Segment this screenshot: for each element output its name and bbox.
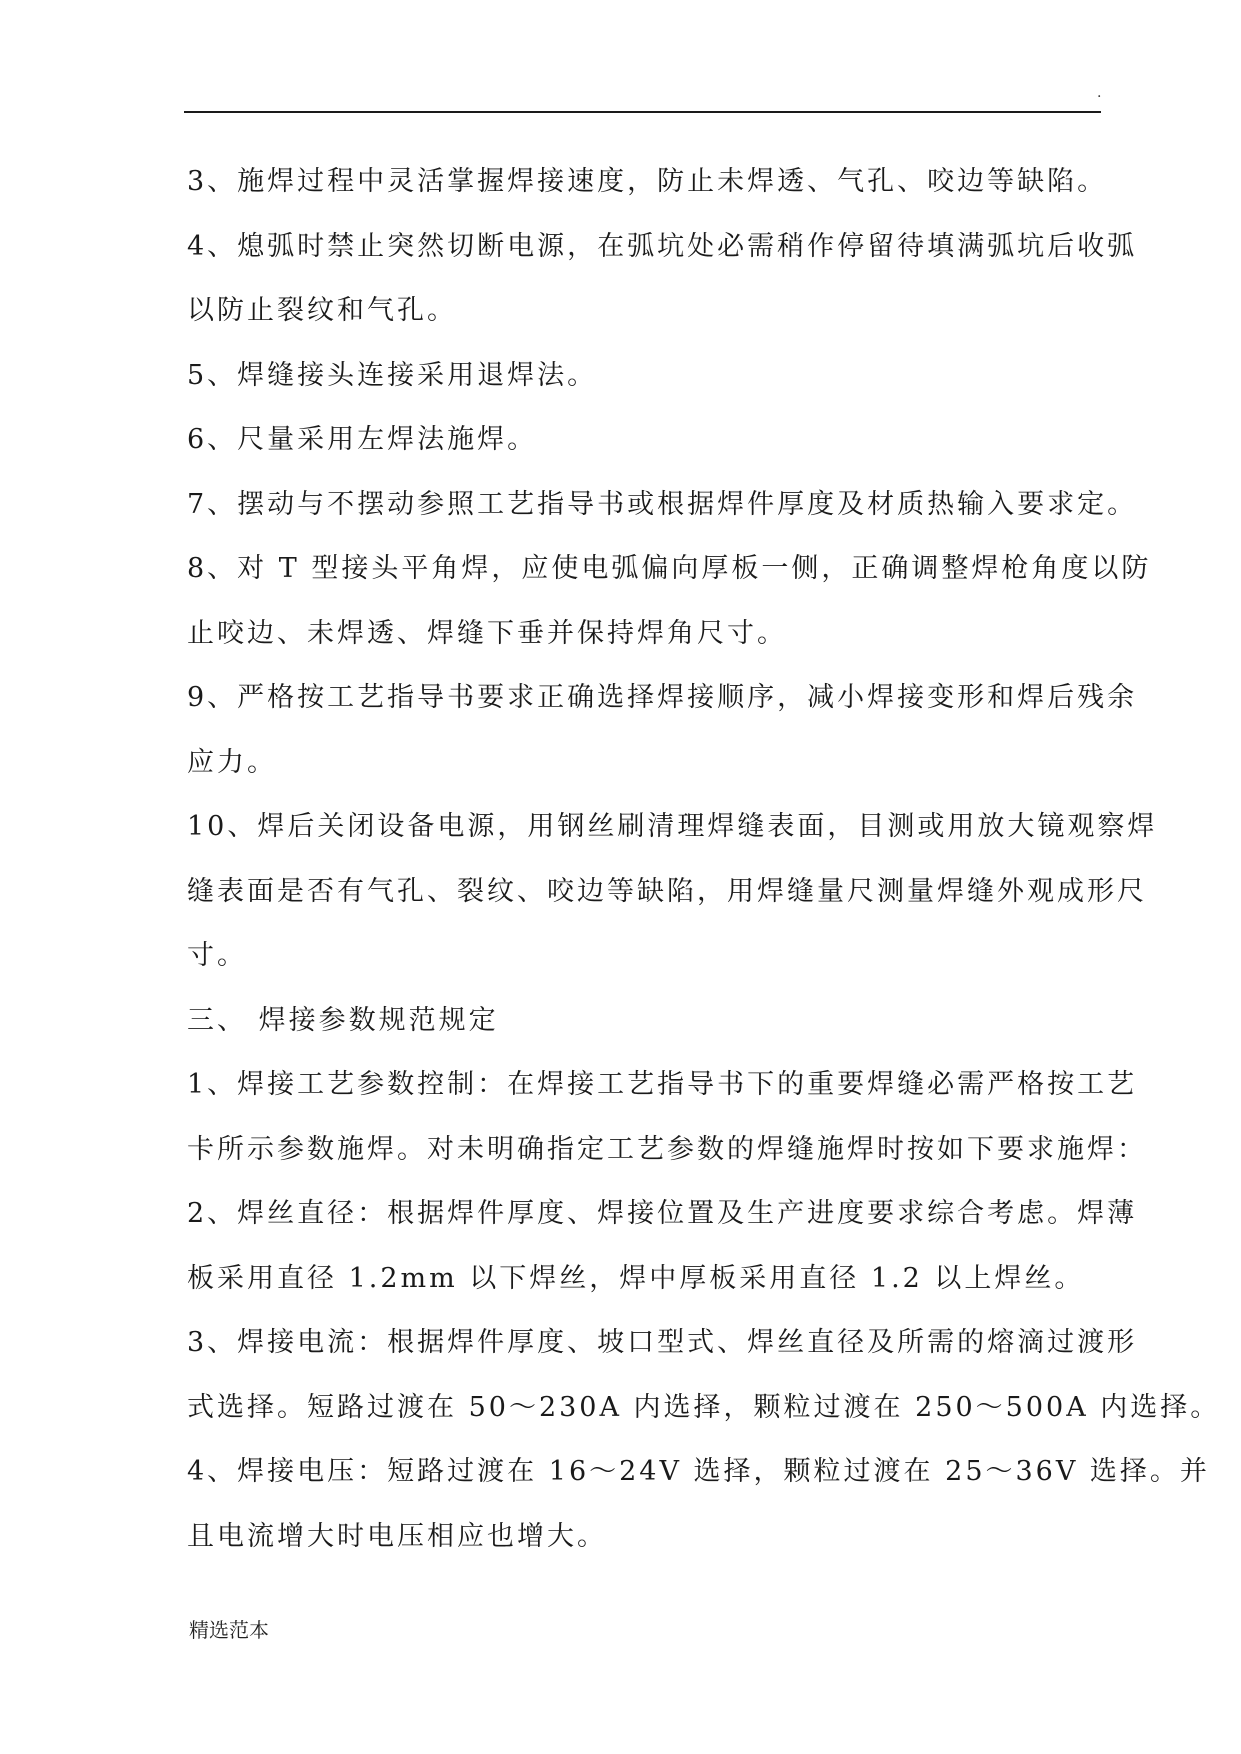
- body-line: 以防止裂纹和气孔。: [187, 295, 457, 326]
- body-line: 且电流增大时电压相应也增大。: [187, 1520, 607, 1552]
- body-line: 5、焊缝接头连接采用退焊法。: [187, 359, 598, 391]
- body-line: 式选择。短路过渡在 50～230A 内选择，颗粒过渡在 250～500A 内选择。: [187, 1391, 1221, 1423]
- body-line: 9、严格按工艺指导书要求正确选择焊接顺序，减小焊接变形和焊后残余: [187, 682, 1138, 713]
- body-line: 缝表面是否有气孔、裂纹、咬边等缺陷，用焊缝量尺测量焊缝外观成形尺: [187, 875, 1147, 907]
- header-rule: [184, 111, 1101, 113]
- body-line: 8、对 T 型接头平角焊，应使电弧偏向厚板一侧，正确调整焊枪角度以防: [187, 553, 1152, 584]
- body-line: 7、摆动与不摆动参照工艺指导书或根据焊件厚度及材质热输入要求定。: [187, 488, 1138, 520]
- body-line: 1、焊接工艺参数控制：在焊接工艺指导书下的重要焊缝必需严格按工艺: [187, 1069, 1138, 1100]
- body-line: 寸。: [187, 940, 247, 971]
- body-line: 3、焊接电流：根据焊件厚度、坡口型式、焊丝直径及所需的熔滴过渡形: [187, 1327, 1138, 1358]
- footer-label: 精选范本: [189, 1618, 269, 1642]
- body-line: 10、焊后关闭设备电源，用钢丝刷清理焊缝表面，目测或用放大镜观察焊: [187, 811, 1158, 842]
- body-line: 4、熄弧时禁止突然切断电源，在弧坑处必需稍作停留待填满弧坑后收弧: [187, 230, 1138, 262]
- body-line: 应力。: [187, 746, 277, 778]
- body-line: 2、焊丝直径：根据焊件厚度、焊接位置及生产进度要求综合考虑。焊薄: [187, 1198, 1138, 1229]
- body-line: 4、焊接电压：短路过渡在 16～24V 选择，颗粒过渡在 25～36V 选择。并: [187, 1456, 1210, 1487]
- section-heading: 三、 焊接参数规范规定: [187, 1004, 499, 1036]
- body-line: 卡所示参数施焊。对未明确指定工艺参数的焊缝施焊时按如下要求施焊：: [187, 1133, 1147, 1165]
- body-line: 板采用直径 1.2mm 以下焊丝，焊中厚板采用直径 1.2 以上焊丝。: [187, 1262, 1085, 1294]
- body-line: 3、施焊过程中灵活掌握焊接速度，防止未焊透、气孔、咬边等缺陷。: [187, 166, 1108, 197]
- body-line: 止咬边、未焊透、焊缝下垂并保持焊角尺寸。: [187, 617, 787, 649]
- body-line: 6、尺量采用左焊法施焊。: [187, 424, 538, 455]
- header-dot: .: [1097, 85, 1102, 101]
- document-body: [187, 150, 1221, 1569]
